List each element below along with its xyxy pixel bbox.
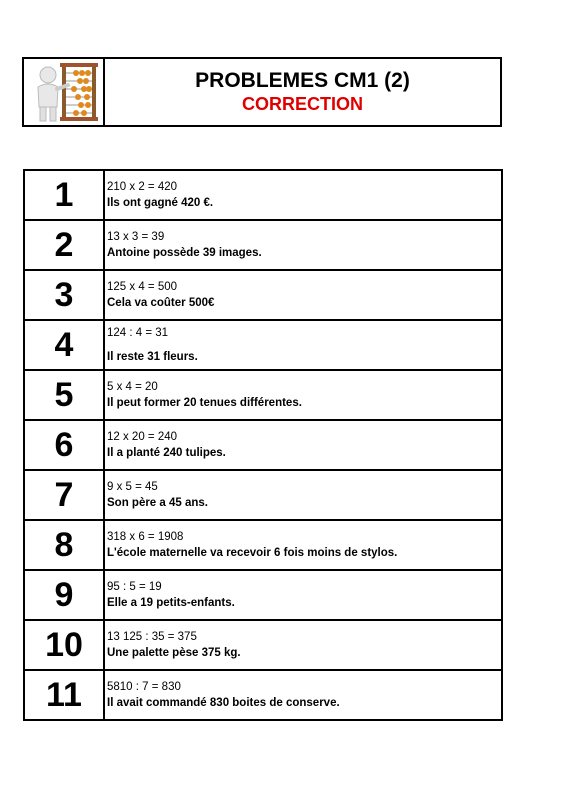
row-content (105, 371, 501, 419)
table-row (25, 171, 501, 221)
calculation: 12 x 20 = 240 (107, 431, 178, 443)
row-content (105, 471, 501, 519)
answer: Il a planté 240 tulipes. (107, 447, 226, 459)
problem-number: 10 (25, 621, 105, 669)
answer: Son père a 45 ans. (107, 497, 208, 509)
answer: Elle a 19 petits-enfants. (107, 597, 235, 609)
title-cell (105, 59, 500, 125)
problem-number: 6 (25, 421, 105, 469)
header-box (22, 57, 502, 127)
calculation: 318 x 6 = 1908 (107, 531, 184, 543)
row-content (105, 271, 501, 319)
calculation: 9 x 5 = 45 (107, 481, 158, 493)
problem-number: 7 (25, 471, 105, 519)
calculation: 210 x 2 = 420 (107, 181, 178, 193)
problem-number: 9 (25, 571, 105, 619)
problem-number: 2 (25, 221, 105, 269)
row-content (105, 521, 501, 569)
logo-cell (24, 59, 105, 125)
person-abacus-icon (24, 59, 103, 125)
problem-number: 11 (25, 671, 105, 719)
calculation: 124 : 4 = 31 (107, 327, 169, 339)
problem-number: 5 (25, 371, 105, 419)
calculation: 13 x 3 = 39 (107, 231, 165, 243)
row-content (105, 671, 501, 719)
answer: Ils ont gagné 420 €. (107, 197, 214, 209)
calculation: 5 x 4 = 20 (107, 381, 158, 393)
problem-number: 8 (25, 521, 105, 569)
answer: Cela va coûter 500€ (107, 297, 215, 309)
row-content (105, 571, 501, 619)
table-row (25, 321, 501, 371)
problem-number: 4 (25, 321, 105, 369)
calculation: 13 125 : 35 = 375 (107, 631, 197, 643)
row-spacer (107, 341, 501, 349)
answer: Antoine possède 39 images. (107, 247, 262, 259)
answer: Une palette pèse 375 kg. (107, 647, 241, 659)
answers-table (23, 169, 503, 721)
row-content (105, 321, 501, 369)
answer: Il avait commandé 830 boites de conserve. (107, 697, 340, 709)
table-row (25, 671, 501, 719)
calculation: 5810 : 7 = 830 (107, 681, 181, 693)
answer: Il reste 31 fleurs. (107, 351, 198, 363)
page-title: PROBLEMES CM1 (2) (195, 69, 410, 92)
table-row (25, 371, 501, 421)
row-content (105, 221, 501, 269)
answer: L'école maternelle va recevoir 6 fois moins de stylos. (107, 547, 398, 559)
table-row (25, 421, 501, 471)
problem-number: 1 (25, 171, 105, 219)
row-content (105, 171, 501, 219)
table-row (25, 521, 501, 571)
table-row (25, 571, 501, 621)
row-content (105, 421, 501, 469)
table-row (25, 471, 501, 521)
table-row (25, 271, 501, 321)
calculation: 125 x 4 = 500 (107, 281, 178, 293)
table-row (25, 221, 501, 271)
problem-number: 3 (25, 271, 105, 319)
calculation: 95 : 5 = 19 (107, 581, 162, 593)
page-subtitle: CORRECTION (242, 94, 363, 114)
answer: Il peut former 20 tenues différentes. (107, 397, 302, 409)
row-content (105, 621, 501, 669)
table-row (25, 621, 501, 671)
